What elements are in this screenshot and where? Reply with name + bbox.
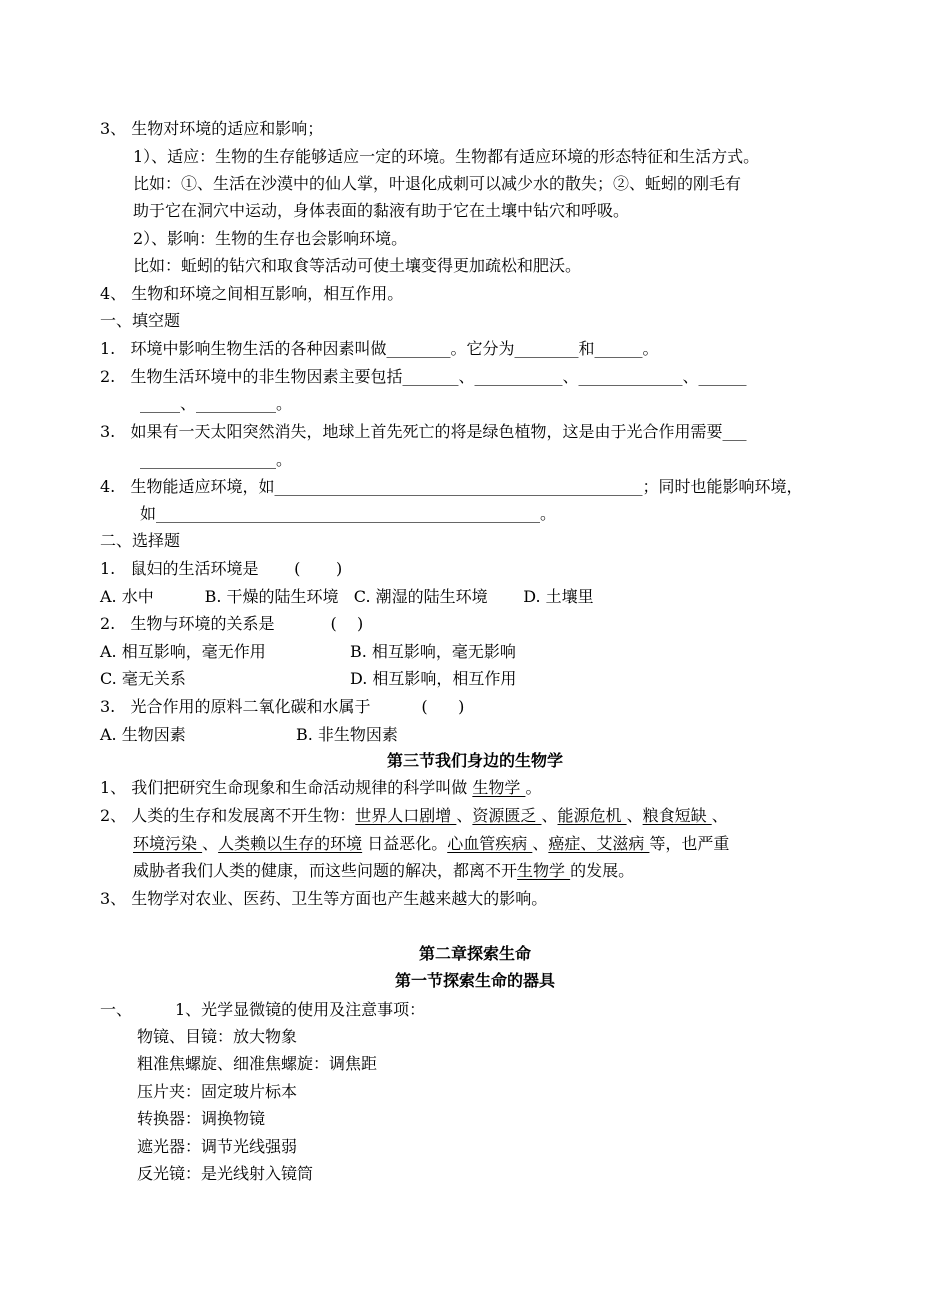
fill-question-3-cont: _________________。 — [140, 450, 293, 469]
choice-q3-option-b: B. 非生物因素 — [296, 725, 398, 744]
biology-point-2-mid: 日益恶化。 — [362, 834, 448, 853]
answer-food: 粮食短缺 — [642, 806, 712, 825]
fill-question-4: 4. 生物能适应环境，如______________________________________________；同时也能影响环境， — [100, 477, 803, 496]
fill-blank-heading: 一、填空题 — [100, 311, 181, 330]
choice-q2-option-d: D. 相互影响，相互作用 — [350, 669, 517, 688]
fill-question-3: 3. 如果有一天太阳突然消失，地球上首先死亡的将是绿色植物，这是由于光合作用需要___ — [100, 422, 747, 441]
microscope-item-mirror: 反光镜：是光线射入镜筒 — [137, 1164, 314, 1183]
fill-question-1: 1. 环境中影响生物生活的各种因素叫做________。它分为________和______。 — [100, 339, 659, 358]
answer-resources: 资源匮乏 — [472, 806, 542, 825]
answer-cancer-aids: 癌症、艾滋病 — [548, 834, 650, 853]
biology-point-2-end2: 的发展。 — [570, 861, 635, 880]
microscope-item-diaphragm: 遮光器：调节光线强弱 — [137, 1137, 298, 1156]
biology-point-2-end: 等，也严重 — [649, 834, 730, 853]
item-4: 4、 生物和环境之间相互影响，相互作用。 — [100, 284, 404, 303]
answer-energy: 能源危机 — [557, 806, 627, 825]
biology-point-3: 3、 生物学对农业、医药、卫生等方面也产生越来越大的影响。 — [100, 889, 548, 908]
fill-question-2-cont: _____、__________。 — [140, 394, 293, 413]
section-title-tools: 第一节探索生命的器具 — [394, 971, 555, 990]
answer-population: 世界人口剧增 — [355, 806, 457, 825]
adaptation-example-1: 比如：①、生活在沙漠中的仙人掌，叶退化成刺可以减少水的散失；②、蚯蚓的刚毛有 — [133, 174, 742, 193]
microscope-item-clip: 压片夹：固定玻片标本 — [137, 1082, 298, 1101]
microscope-item-focus: 粗准焦螺旋、细准焦螺旋：调焦距 — [137, 1054, 378, 1073]
answer-pollution: 环境污染 — [133, 834, 203, 853]
answer-biology: 生物学 — [472, 778, 526, 797]
adaptation-text: 1）、适应：生物的生存能够适应一定的环境。生物都有适应环境的形态特征和生活方式。 — [133, 147, 760, 166]
influence-example: 比如：蚯蚓的钻穴和取食等活动可使土壤变得更加疏松和肥沃。 — [133, 256, 582, 275]
microscope-section-number: 一、 — [100, 1000, 133, 1019]
choice-question-1: 1. 鼠妇的生活环境是 ( ) — [100, 559, 343, 578]
choice-heading: 二、选择题 — [100, 531, 181, 550]
biology-point-2: 2、 人类的生存和发展离不开生物：世界人口剧增 、资源匮乏 、能源危机 、粮食短缺 、 — [100, 806, 728, 825]
biology-point-2-cont2 — [133, 860, 634, 882]
answer-environment: 人类赖以生存的环境 — [218, 834, 363, 853]
choice-question-1-options: A. 水中 B. 干燥的陆生环境 C. 潮湿的陆生环境 D. 土壤里 — [100, 587, 594, 606]
choice-question-3: 3. 光合作用的原料二氧化碳和水属于 ( ) — [100, 697, 465, 716]
choice-question-2: 2. 生物与环境的关系是 ( ) — [100, 614, 364, 633]
adaptation-example-2: 助于它在洞穴中运动，身体表面的黏液有助于它在土壤中钻穴和呼吸。 — [133, 201, 630, 220]
biology-point-1-end: 。 — [525, 778, 542, 797]
answer-cardio: 心血管疾病 — [447, 834, 533, 853]
choice-q2-option-a: A. 相互影响，毫无作用 — [100, 642, 266, 661]
biology-point-2-text: 2、 人类的生存和发展离不开生物： — [100, 806, 356, 825]
choice-q3-option-a: A. 生物因素 — [100, 725, 186, 744]
biology-point-1-text: 1、 我们把研究生命现象和生命活动规律的科学叫做 — [100, 778, 473, 797]
fill-question-4-cont: 如________________________________________________。 — [140, 504, 557, 523]
microscope-item-nosepiece: 转换器：调换物镜 — [137, 1109, 266, 1128]
choice-q2-option-b: B. 相互影响，毫无影响 — [350, 642, 516, 661]
influence-text: 2）、影响：生物的生存也会影响环境。 — [133, 229, 408, 248]
choice-q2-option-c: C. 毫无关系 — [100, 669, 186, 688]
item-3-heading: 3、 生物对环境的适应和影响； — [100, 119, 324, 138]
microscope-item-objective: 物镜、目镜：放大物象 — [137, 1027, 298, 1046]
fill-question-2: 2. 生物生活环境中的非生物因素主要包括_______、___________、_____________、______ — [100, 367, 747, 386]
answer-biology-2: 生物学 — [517, 861, 571, 880]
biology-point-2-text2: 威胁者我们人类的健康，而这些问题的解决，都离不开 — [133, 861, 518, 880]
section-title-biology-around-us: 第三节我们身边的生物学 — [386, 751, 563, 770]
chapter-title: 第二章探索生命 — [418, 944, 531, 963]
biology-point-2-cont: 环境污染 、人类赖以生存的环境 日益恶化。心血管疾病 、癌症、艾滋病 等，也严重 — [133, 834, 730, 853]
biology-point-1 — [100, 777, 541, 799]
microscope-heading: 1、光学显微镜的使用及注意事项： — [175, 1000, 426, 1019]
